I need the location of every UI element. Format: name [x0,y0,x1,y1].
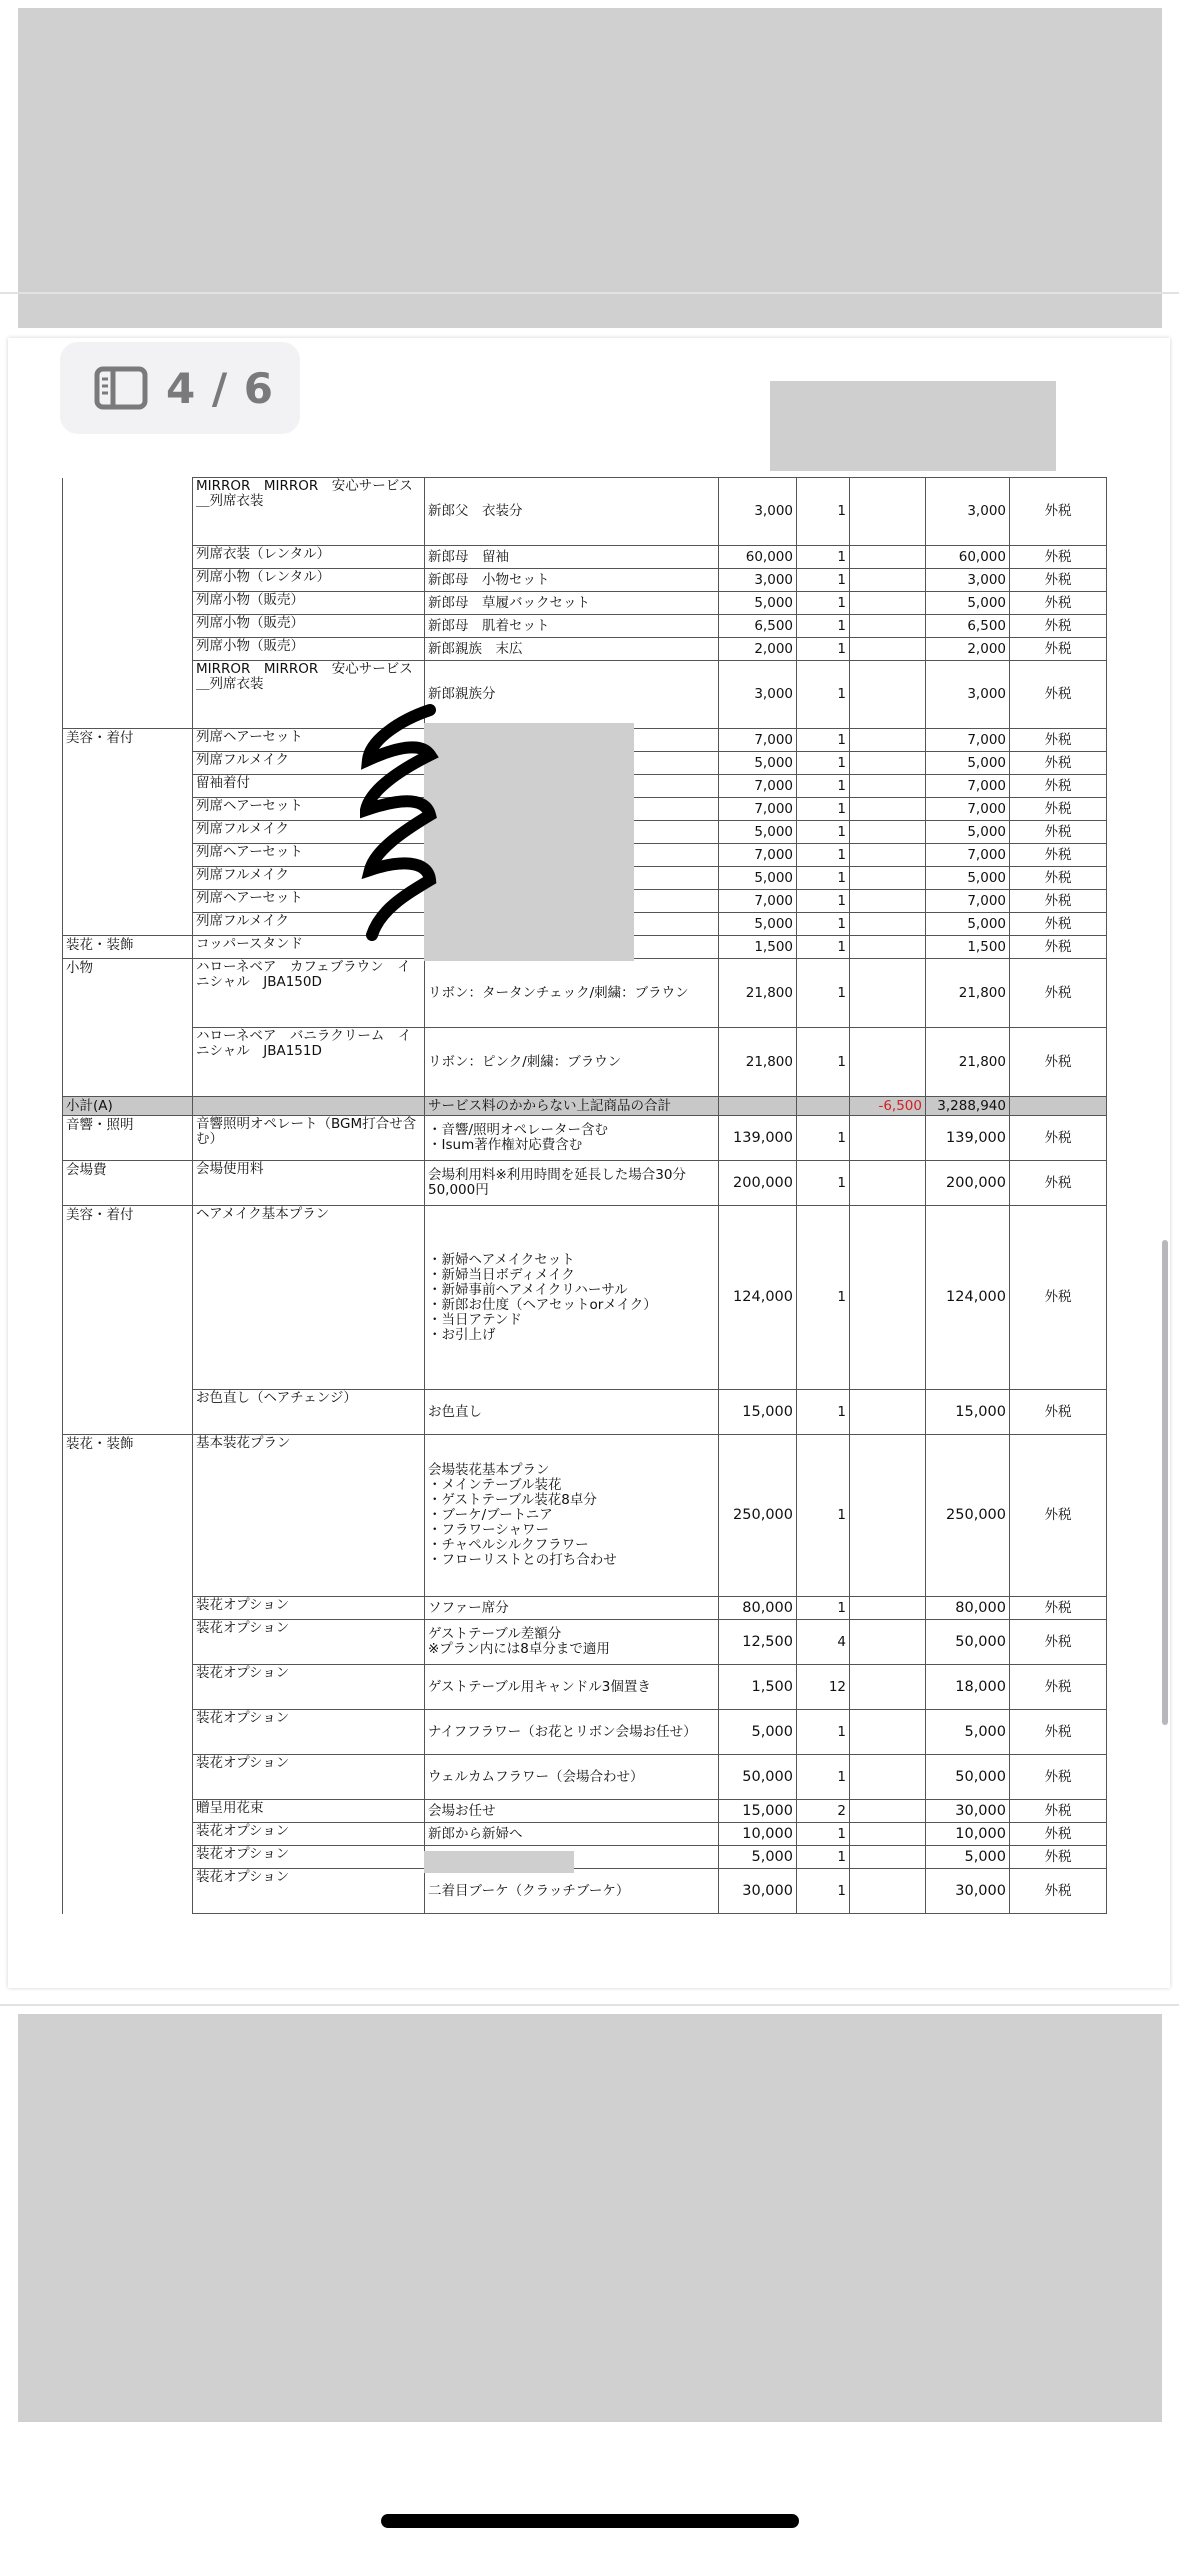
quantity-cell: 1 [797,775,850,798]
quantity-cell: 1 [797,1390,850,1435]
discount-cell [850,1161,926,1206]
description-cell: 新郎親族分 [425,661,719,729]
discount-cell [850,936,926,959]
table-row [63,1869,1107,1914]
unit-price-cell: 7,000 [719,775,797,798]
item-name-cell [193,1097,425,1116]
quantity-cell: 1 [797,1823,850,1846]
discount-cell [850,752,926,775]
tax-cell: 外税 [1010,936,1107,959]
category-cell [63,592,193,615]
tax-cell: 外税 [1010,775,1107,798]
description-cell: 会場利用料※利用時間を延長した場合30分50,000円 [425,1161,719,1206]
scribble-redaction [360,700,440,950]
discount-cell [850,615,926,638]
amount-cell: 30,000 [926,1800,1010,1823]
description-cell: 新郎母 留袖 [425,546,719,569]
unit-price-cell: 15,000 [719,1800,797,1823]
tax-cell: 外税 [1010,798,1107,821]
sidebar-panel-icon [94,366,148,410]
tax-cell: 外税 [1010,1028,1107,1097]
table-row [63,959,1107,1028]
amount-cell: 21,800 [926,1028,1010,1097]
category-cell [63,798,193,821]
table-row [63,1028,1107,1097]
category-cell [63,546,193,569]
discount-cell [850,913,926,936]
tax-cell: 外税 [1010,913,1107,936]
tax-cell: 外税 [1010,661,1107,729]
quantity-cell: 1 [797,752,850,775]
category-cell: 装花・装飾 [63,1435,193,1597]
item-name-cell: ヘアメイク基本プラン [193,1206,425,1390]
unit-price-cell: 5,000 [719,592,797,615]
table-row [63,1116,1107,1161]
description-cell: リボン：タータンチェック/刺繍：ブラウン [425,959,719,1028]
discount-cell [850,1800,926,1823]
quantity-cell: 1 [797,661,850,729]
tax-cell: 外税 [1010,1710,1107,1755]
tax-cell: 外税 [1010,478,1107,546]
quantity-cell: 1 [797,844,850,867]
page-separator [0,292,1179,294]
item-name-cell: 装花オプション [193,1846,425,1869]
amount-cell: 7,000 [926,844,1010,867]
item-name-cell: ハローネベア カフェブラウン イニシャル JBA150D [193,959,425,1028]
discount-cell [850,867,926,890]
quantity-cell: 1 [797,638,850,661]
amount-cell: 80,000 [926,1597,1010,1620]
item-name-cell: ハローネベア バニラクリーム イニシャル JBA151D [193,1028,425,1097]
tax-cell: 外税 [1010,821,1107,844]
amount-cell: 18,000 [926,1665,1010,1710]
description-cell: 新郎母 草履バックセット [425,592,719,615]
item-name-cell: 列席ヘアーセット [193,844,425,867]
quantity-cell: 1 [797,821,850,844]
category-cell: 小物 [63,959,193,1028]
description-cell: ・音響/照明オペレーター含む ・Isum著作権対応費含む [425,1116,719,1161]
description-cell: 会場お任せ [425,1800,719,1823]
item-name-cell: 装花オプション [193,1710,425,1755]
discount-cell [850,775,926,798]
amount-cell: 7,000 [926,729,1010,752]
discount-cell [850,1597,926,1620]
redacted-area [424,1851,574,1873]
tax-cell: 外税 [1010,1620,1107,1665]
amount-cell: 124,000 [926,1206,1010,1390]
item-name-cell: 列席フルメイク [193,752,425,775]
discount-cell [850,1435,926,1597]
description-cell: 会場装花基本プラン ・メインテーブル装花 ・ゲストテーブル装花8卓分 ・ブーケ/ブートニア ・フラワーシャワー ・チャペルシルクフラワー ・フローリストとの打ち合わせ [425,1435,719,1597]
page-indicator[interactable] [60,342,300,434]
quantity-cell: 1 [797,959,850,1028]
category-cell: 会場費 [63,1161,193,1206]
category-cell [63,890,193,913]
amount-cell: 5,000 [926,592,1010,615]
tax-cell: 外税 [1010,1597,1107,1620]
category-cell [63,569,193,592]
amount-cell: 2,000 [926,638,1010,661]
discount-cell [850,821,926,844]
unit-price-cell: 15,000 [719,1390,797,1435]
unit-price-cell: 7,000 [719,890,797,913]
amount-cell: 5,000 [926,752,1010,775]
category-cell [63,1620,193,1665]
discount-cell [850,1390,926,1435]
unit-price-cell: 21,800 [719,959,797,1028]
table-row [63,638,1107,661]
item-name-cell: 列席ヘアーセット [193,729,425,752]
quantity-cell: 1 [797,798,850,821]
unit-price-cell: 5,000 [719,752,797,775]
quantity-cell: 4 [797,1620,850,1665]
tax-cell: 外税 [1010,1206,1107,1390]
table-row [63,1390,1107,1435]
category-cell [63,913,193,936]
amount-cell: 50,000 [926,1755,1010,1800]
table-row [63,1161,1107,1206]
amount-cell: 3,000 [926,478,1010,546]
tax-cell: 外税 [1010,959,1107,1028]
next-page-placeholder [18,2014,1162,2422]
home-indicator[interactable] [381,2514,799,2528]
unit-price-cell: 1,500 [719,1665,797,1710]
category-cell [63,1710,193,1755]
tax-cell: 外税 [1010,615,1107,638]
quantity-cell: 1 [797,729,850,752]
table-row [63,1800,1107,1823]
item-name-cell: 装花オプション [193,1597,425,1620]
description-cell: 新郎父 衣装分 [425,478,719,546]
unit-price-cell: 12,500 [719,1620,797,1665]
item-name-cell: 装花オプション [193,1869,425,1914]
tax-cell: 外税 [1010,1823,1107,1846]
quantity-cell: 1 [797,1435,850,1597]
unit-price-cell: 7,000 [719,798,797,821]
item-name-cell: MIRROR MIRROR 安心サービス＿列席衣装 [193,661,425,729]
item-name-cell: MIRROR MIRROR 安心サービス＿列席衣装 [193,478,425,546]
unit-price-cell: 200,000 [719,1161,797,1206]
amount-cell: 5,000 [926,1710,1010,1755]
quantity-cell: 1 [797,1846,850,1869]
item-name-cell: 装花オプション [193,1755,425,1800]
tax-cell [1010,1097,1107,1116]
description-cell: ゲストテーブル差額分 ※プラン内には8卓分まで適用 [425,1620,719,1665]
tax-cell: 外税 [1010,569,1107,592]
description-cell: 二着目ブーケ（クラッチブーケ） [425,1869,719,1914]
tax-cell: 外税 [1010,1116,1107,1161]
item-name-cell: 基本装花プラン [193,1435,425,1597]
unit-price-cell: 21,800 [719,1028,797,1097]
quantity-cell: 1 [797,592,850,615]
subtotal-row [63,1097,1107,1116]
quantity-cell: 1 [797,1869,850,1914]
item-name-cell: 列席フルメイク [193,867,425,890]
amount-cell: 200,000 [926,1161,1010,1206]
quantity-cell: 1 [797,615,850,638]
amount-cell: 7,000 [926,890,1010,913]
page-number-label: 4 / 6 [166,363,275,413]
discount-cell [850,1665,926,1710]
discount-cell [850,1823,926,1846]
description-cell: ゲストテーブル用キャンドル3個置き [425,1665,719,1710]
category-cell [63,638,193,661]
discount-cell [850,729,926,752]
amount-cell: 250,000 [926,1435,1010,1597]
unit-price-cell: 6,500 [719,615,797,638]
item-name-cell: お色直し（ヘアチェンジ） [193,1390,425,1435]
table-row [63,1846,1107,1869]
quantity-cell: 1 [797,1597,850,1620]
category-cell [63,1755,193,1800]
quantity-cell: 1 [797,913,850,936]
amount-cell: 5,000 [926,867,1010,890]
table-row [63,569,1107,592]
unit-price-cell: 60,000 [719,546,797,569]
category-cell [63,1800,193,1823]
table-row [63,478,1107,546]
table-row [63,1710,1107,1755]
quantity-cell: 1 [797,1161,850,1206]
quantity-cell: 1 [797,867,850,890]
discount-cell [850,638,926,661]
item-name-cell: 装花オプション [193,1665,425,1710]
amount-cell: 5,000 [926,1846,1010,1869]
category-cell [63,775,193,798]
tax-cell: 外税 [1010,752,1107,775]
item-name-cell: 列席フルメイク [193,913,425,936]
category-cell [63,1823,193,1846]
description-cell: お色直し [425,1390,719,1435]
unit-price-cell: 250,000 [719,1435,797,1597]
amount-cell: 3,288,940 [926,1097,1010,1116]
quantity-cell: 1 [797,1116,850,1161]
description-cell: 新郎母 肌着セット [425,615,719,638]
discount-cell [850,1028,926,1097]
tax-cell: 外税 [1010,1846,1107,1869]
tax-cell: 外税 [1010,890,1107,913]
redacted-area [770,381,1056,471]
table-row [63,546,1107,569]
unit-price-cell: 3,000 [719,478,797,546]
table-row [63,1435,1107,1597]
unit-price-cell: 5,000 [719,867,797,890]
discount-cell [850,569,926,592]
amount-cell: 7,000 [926,798,1010,821]
tax-cell: 外税 [1010,867,1107,890]
description-cell: リボン：ピンク/刺繍：ブラウン [425,1028,719,1097]
amount-cell: 5,000 [926,913,1010,936]
category-cell [63,867,193,890]
description-cell: 新郎親族 末広 [425,638,719,661]
description-cell: ウェルカムフラワー（会場合わせ） [425,1755,719,1800]
unit-price-cell: 1,500 [719,936,797,959]
previous-page-placeholder [18,8,1162,328]
tax-cell: 外税 [1010,546,1107,569]
amount-cell: 3,000 [926,569,1010,592]
category-cell [63,1597,193,1620]
tax-cell: 外税 [1010,592,1107,615]
category-cell: 装花・装飾 [63,936,193,959]
unit-price-cell: 5,000 [719,913,797,936]
item-name-cell: 列席衣装（レンタル） [193,546,425,569]
discount-cell [850,1116,926,1161]
category-cell [63,1028,193,1097]
item-name-cell: 列席ヘアーセット [193,890,425,913]
discount-cell [850,1710,926,1755]
item-name-cell: 列席フルメイク [193,821,425,844]
unit-price-cell: 5,000 [719,1710,797,1755]
tax-cell: 外税 [1010,1755,1107,1800]
amount-cell: 6,500 [926,615,1010,638]
discount-cell [850,959,926,1028]
unit-price-cell: 139,000 [719,1116,797,1161]
amount-cell: 10,000 [926,1823,1010,1846]
category-cell [63,1869,193,1914]
category-cell [63,752,193,775]
description-cell: 新郎母 小物セット [425,569,719,592]
table-row [63,1206,1107,1390]
item-name-cell: 列席小物（販売） [193,592,425,615]
tax-cell: 外税 [1010,1435,1107,1597]
item-name-cell: 贈呈用花束 [193,1800,425,1823]
category-cell [63,661,193,729]
amount-cell: 50,000 [926,1620,1010,1665]
amount-cell: 3,000 [926,661,1010,729]
discount-cell [850,798,926,821]
discount-cell: -6,500 [850,1097,926,1116]
quantity-cell: 1 [797,890,850,913]
item-name-cell: 列席ヘアーセット [193,798,425,821]
quantity-cell: 1 [797,478,850,546]
unit-price-cell: 7,000 [719,729,797,752]
unit-price-cell: 10,000 [719,1823,797,1846]
tax-cell: 外税 [1010,1161,1107,1206]
description-cell: ソファー席分 [425,1597,719,1620]
item-name-cell: 留袖着付 [193,775,425,798]
amount-cell: 1,500 [926,936,1010,959]
discount-cell [850,1846,926,1869]
quantity-cell: 2 [797,1800,850,1823]
item-name-cell: 列席小物（販売） [193,638,425,661]
description-cell: ナイフフラワー（お花とリボン会場お任せ） [425,1710,719,1755]
quantity-cell: 1 [797,1206,850,1390]
unit-price-cell: 3,000 [719,661,797,729]
category-cell [63,1390,193,1435]
unit-price-cell [719,1097,797,1116]
tax-cell: 外税 [1010,1665,1107,1710]
category-cell [63,1846,193,1869]
category-cell [63,478,193,546]
quantity-cell: 1 [797,569,850,592]
category-cell [63,844,193,867]
scrollbar[interactable] [1162,1240,1168,1725]
amount-cell: 7,000 [926,775,1010,798]
category-cell: 音響・照明 [63,1116,193,1161]
tax-cell: 外税 [1010,844,1107,867]
discount-cell [850,661,926,729]
description-cell: ・新婦ヘアメイクセット ・新婦当日ボディメイク ・新婦事前ヘアメイクリハーサル ・新郎お仕度（ヘアセットorメイク） ・当日アテンド ・お引上げ [425,1206,719,1390]
category-cell: 美容・着付 [63,1206,193,1390]
discount-cell [850,1869,926,1914]
amount-cell: 15,000 [926,1390,1010,1435]
description-cell: サービス料のかからない上記商品の合計 [425,1097,719,1116]
category-cell [63,615,193,638]
item-name-cell: 装花オプション [193,1620,425,1665]
discount-cell [850,844,926,867]
amount-cell: 5,000 [926,821,1010,844]
table-row [63,615,1107,638]
tax-cell: 外税 [1010,1869,1107,1914]
unit-price-cell: 3,000 [719,569,797,592]
category-cell [63,821,193,844]
unit-price-cell: 30,000 [719,1869,797,1914]
unit-price-cell: 7,000 [719,844,797,867]
estimate-table [62,477,1107,1914]
category-cell: 小計(A) [63,1097,193,1116]
page-separator [0,2004,1179,2006]
unit-price-cell: 5,000 [719,821,797,844]
table-row [63,1665,1107,1710]
item-name-cell: コッパースタンド [193,936,425,959]
discount-cell [850,546,926,569]
amount-cell: 30,000 [926,1869,1010,1914]
table-row [63,1823,1107,1846]
item-name-cell: 列席小物（レンタル） [193,569,425,592]
discount-cell [850,1206,926,1390]
quantity-cell: 1 [797,1755,850,1800]
item-name-cell: 列席小物（販売） [193,615,425,638]
unit-price-cell: 2,000 [719,638,797,661]
table-row [63,1755,1107,1800]
quantity-cell: 1 [797,1028,850,1097]
amount-cell: 60,000 [926,546,1010,569]
category-cell: 美容・着付 [63,729,193,752]
quantity-cell: 1 [797,546,850,569]
unit-price-cell: 5,000 [719,1846,797,1869]
quantity-cell: 1 [797,936,850,959]
unit-price-cell: 80,000 [719,1597,797,1620]
discount-cell [850,1755,926,1800]
quantity-cell: 1 [797,1710,850,1755]
amount-cell: 139,000 [926,1116,1010,1161]
discount-cell [850,478,926,546]
tax-cell: 外税 [1010,1390,1107,1435]
table-row [63,1597,1107,1620]
discount-cell [850,592,926,615]
discount-cell [850,1620,926,1665]
unit-price-cell: 50,000 [719,1755,797,1800]
redacted-area [424,723,634,961]
table-row [63,1620,1107,1665]
tax-cell: 外税 [1010,729,1107,752]
quantity-cell [797,1097,850,1116]
table-row [63,592,1107,615]
quantity-cell: 12 [797,1665,850,1710]
tax-cell: 外税 [1010,638,1107,661]
item-name-cell: 会場使用料 [193,1161,425,1206]
table-row [63,661,1107,729]
discount-cell [850,890,926,913]
unit-price-cell: 124,000 [719,1206,797,1390]
tax-cell: 外税 [1010,1800,1107,1823]
description-cell: 新郎から新婦へ [425,1823,719,1846]
category-cell [63,1665,193,1710]
item-name-cell: 音響照明オペレート（BGM打合せ含む） [193,1116,425,1161]
item-name-cell: 装花オプション [193,1823,425,1846]
amount-cell: 21,800 [926,959,1010,1028]
